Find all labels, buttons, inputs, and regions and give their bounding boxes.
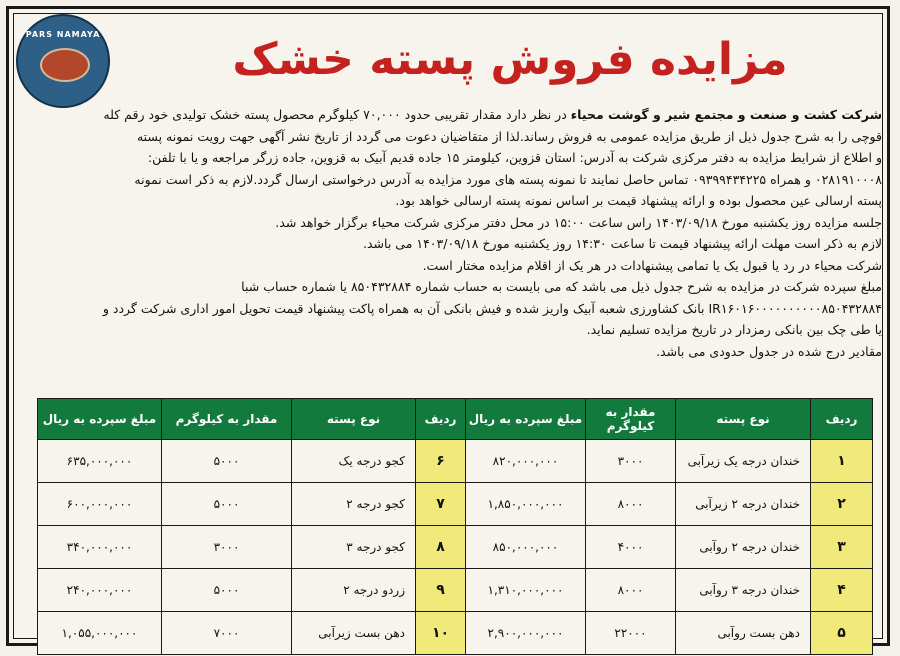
deposit-rial: ۶۰۰,۰۰۰,۰۰۰ — [38, 483, 162, 526]
header-pistachio-type: نوع پسته — [292, 399, 416, 440]
row-number: ۴ — [811, 569, 873, 612]
pistachio-type: زردو درجه ۲ — [292, 569, 416, 612]
quantity-kg: ۴۰۰۰ — [586, 526, 676, 569]
body-line-1 — [20, 104, 882, 126]
row-number: ۳ — [811, 526, 873, 569]
pistachio-type: دهن بست زیرآبی — [292, 612, 416, 655]
quantity-kg: ۷۰۰۰ — [162, 612, 292, 655]
pistachio-type: خندان درجه یک زیرآبی — [676, 440, 811, 483]
pistachio-type: خندان درجه ۳ روآبی — [676, 569, 811, 612]
body-line-7: لازم به ذکر است مهلت ارائه پیشنهاد قیمت تا ساعت ۱۴:۳۰ روز یکشنبه مورخ ۱۴۰۳/۰۹/۱۸ می باشد. — [363, 236, 882, 251]
quantity-kg: ۸۰۰۰ — [586, 483, 676, 526]
body-line-6: جلسه مزایده روز یکشنبه مورخ ۱۴۰۳/۰۹/۱۸ راس ساعت ۱۵:۰۰ در محل دفتر مرکزی شرکت محیاء برگزار خواهد شد. — [275, 214, 882, 230]
quantity-kg: ۵۰۰۰ — [162, 569, 292, 612]
header-quantity-kg: مقدار به کیلوگرم — [586, 399, 676, 440]
table-row — [38, 612, 873, 655]
quantity-kg: ۳۰۰۰ — [586, 440, 676, 483]
body-line-1-text: در نظر دارد مقدار تقریبی حدود ۷۰,۰۰۰ کیلوگرم محصول پسته خشک تولیدی خود رقم کله — [103, 107, 571, 122]
row-number: ۸ — [416, 526, 466, 569]
deposit-rial: ۸۲۰,۰۰۰,۰۰۰ — [466, 440, 586, 483]
quantity-kg: ۵۰۰۰ — [162, 440, 292, 483]
pistachio-type: دهن بست روآبی — [676, 612, 811, 655]
row-number: ۹ — [416, 569, 466, 612]
row-number: ۵ — [811, 612, 873, 655]
company-logo — [16, 14, 110, 108]
table-row — [38, 569, 873, 612]
row-number: ۱۰ — [416, 612, 466, 655]
announcement-body — [20, 104, 882, 362]
table-row — [38, 440, 873, 483]
auction-table — [37, 398, 873, 655]
deposit-rial: ۱,۸۵۰,۰۰۰,۰۰۰ — [466, 483, 586, 526]
deposit-rial: ۲۴۰,۰۰۰,۰۰۰ — [38, 569, 162, 612]
table-row — [38, 526, 873, 569]
body-line-8: شرکت محیاء در رد یا قبول یک یا تمامی پیشنهادات در هر یک از اقلام مزایده مختار است. — [422, 257, 882, 273]
pistachio-type: کجو درجه یک — [292, 440, 416, 483]
row-number: ۶ — [416, 440, 466, 483]
quantity-kg: ۳۰۰۰ — [162, 526, 292, 569]
deposit-rial: ۱,۰۵۵,۰۰۰,۰۰۰ — [38, 612, 162, 655]
deposit-rial: ۲,۹۰۰,۰۰۰,۰۰۰ — [466, 612, 586, 655]
table-header-row — [38, 399, 873, 440]
body-line-4: ۰۲۸۱۹۱۰۰۰۸ و همراه ۰۹۳۹۹۴۳۴۲۲۵ تماس حاصل نمایند تا نمونه پسته های مورد مزایده به آدرس درخواستی ارسال گردد.لازم به ذکر است نمونه — [134, 171, 882, 187]
header-row-number: ردیف — [416, 399, 466, 440]
pistachio-type: کجو درجه ۳ — [292, 526, 416, 569]
row-number: ۲ — [811, 483, 873, 526]
deposit-rial: ۸۵۰,۰۰۰,۰۰۰ — [466, 526, 586, 569]
company-name: شرکت کشت و صنعت و مجتمع شیر و گوشت محیاء — [570, 107, 882, 122]
pistachio-icon — [40, 48, 90, 82]
deposit-rial: ۱,۳۱۰,۰۰۰,۰۰۰ — [466, 569, 586, 612]
pistachio-type: خندان درجه ۲ زیرآبی — [676, 483, 811, 526]
table-row — [38, 483, 873, 526]
row-number: ۷ — [416, 483, 466, 526]
quantity-kg: ۸۰۰۰ — [586, 569, 676, 612]
body-line-3: و اطلاع از شرایط مزایده به دفتر مرکزی شرکت به آدرس: استان قزوین، کیلومتر ۱۵ جاده قدیم آبیک به قزوین، جاده زرگر مراجعه و یا با تلفن: — [147, 150, 882, 165]
row-number: ۱ — [811, 440, 873, 483]
deposit-rial: ۳۴۰,۰۰۰,۰۰۰ — [38, 526, 162, 569]
body-line-9: مبلغ سپرده شرکت در مزایده به شرح جدول ذیل می باشد که می بایست به حساب شماره ۸۵۰۴۳۲۸۸۴ یا شماره حساب شبا — [241, 279, 882, 294]
body-line-10: IR۱۶۰۱۶۰۰۰۰۰۰۰۰۰۰۸۵۰۴۳۲۸۸۴ بانک کشاورزی شعبه آبیک واریز شده و فیش بانکی آن به همراه پاکت پیشنهاد قیمت تحویل امور اداری شرکت گردد و — [102, 300, 882, 316]
pistachio-type: خندان درجه ۲ روآبی — [676, 526, 811, 569]
header-pistachio-type: نوع پسته — [676, 399, 811, 440]
body-line-5: پسته ارسالی عین محصول بوده و ارائه پیشنهاد قیمت بر اساس نمونه پسته ارسالی خواهد بود. — [395, 193, 882, 208]
logo-text: PARS NAMAYA — [25, 30, 101, 39]
header-deposit-rial: مبلغ سپرده به ریال — [38, 399, 162, 440]
body-line-11: یا طی چک بین بانکی رمزدار در تاریخ مزایده تسلیم نماید. — [586, 322, 882, 337]
quantity-kg: ۵۰۰۰ — [162, 483, 292, 526]
body-line-12: مقادیر درج شده در جدول حدودی می باشد. — [656, 343, 882, 359]
page-title: مزایده فروش پسته خشک — [232, 34, 788, 85]
header-deposit-rial: مبلغ سپرده به ریال — [466, 399, 586, 440]
pistachio-type: کجو درجه ۲ — [292, 483, 416, 526]
deposit-rial: ۶۳۵,۰۰۰,۰۰۰ — [38, 440, 162, 483]
quantity-kg: ۲۲۰۰۰ — [586, 612, 676, 655]
header-row-number: ردیف — [811, 399, 873, 440]
header-quantity-kg: مقدار به کیلوگرم — [162, 399, 292, 440]
body-line-2: قوچی را به شرح جدول ذیل از طریق مزایده عمومی به فروش رساند.لذا از متقاضیان دعوت می گردد از تاریخ نشر آگهی جهت رویت نمونه پسته — [136, 128, 882, 144]
